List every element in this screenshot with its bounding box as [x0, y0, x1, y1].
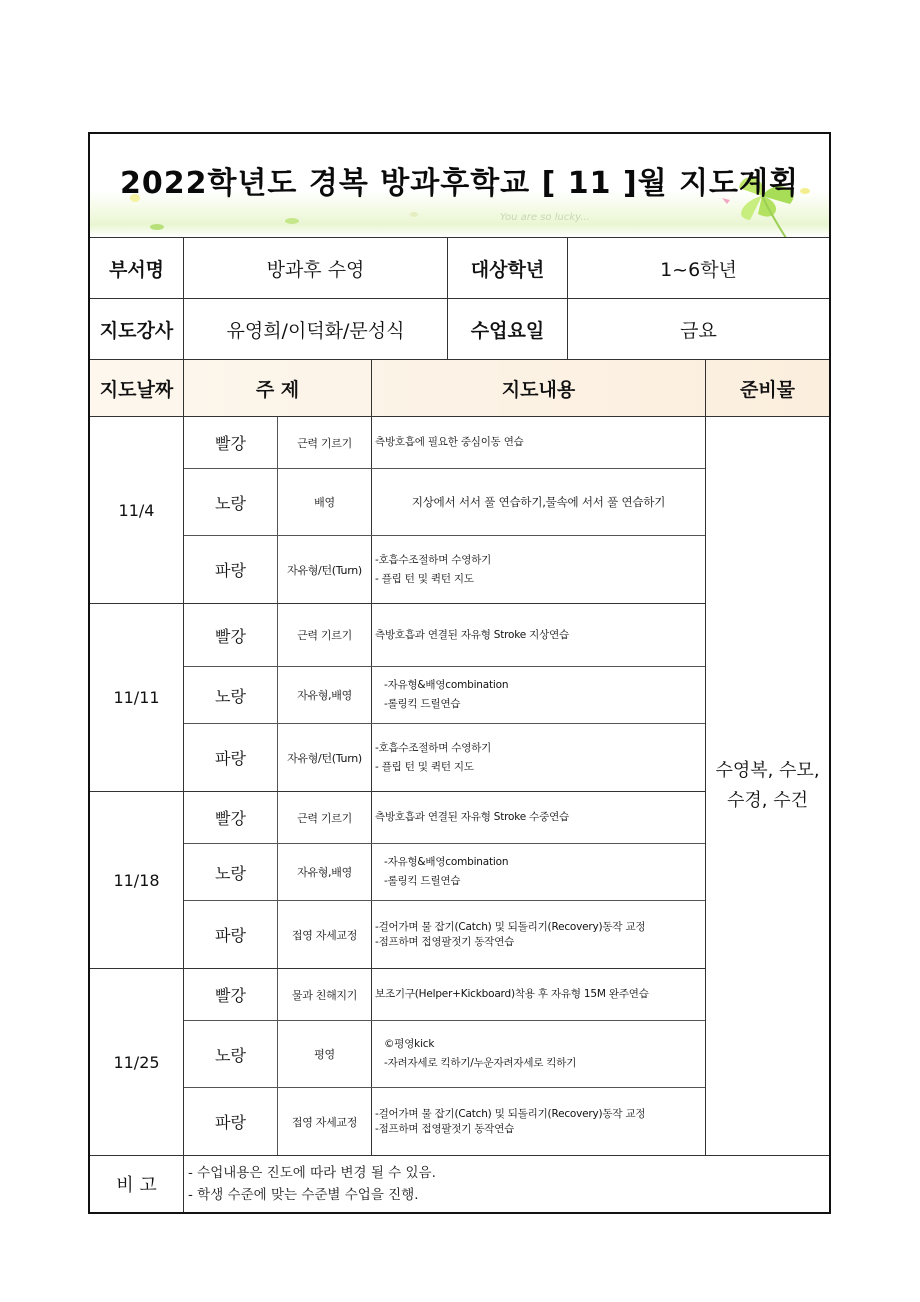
plan-document: [88, 132, 831, 1214]
grade-label: 대상학년: [448, 238, 568, 298]
lesson-content: -걸어가며 물 잡기(Catch) 및 되돌리기(Recovery)동작 교정: [375, 920, 646, 933]
lesson-topic: 접영 자세교정: [278, 1088, 372, 1155]
lesson-topic: 근력 기르기: [278, 417, 372, 468]
decoration-dot-icon: [285, 218, 299, 224]
lesson-row: [184, 469, 705, 536]
lesson-content: - 플립 턴 및 퀵턴 지도: [375, 760, 474, 773]
level-yellow: 노랑: [184, 1021, 278, 1087]
level-red: 빨강: [184, 792, 278, 843]
lesson-row: [184, 604, 705, 667]
lesson-topic: 접영 자세교정: [278, 901, 372, 968]
header-date: 지도날짜: [90, 360, 184, 416]
lesson-topic: 근력 기르기: [278, 792, 372, 843]
header-topic: 주 제: [184, 360, 372, 416]
level-yellow: 노랑: [184, 469, 278, 535]
week-date: 11/11: [90, 604, 184, 791]
level-red: 빨강: [184, 417, 278, 468]
lesson-content: -롤링킥 드릴연습: [384, 875, 461, 887]
remarks-line: - 수업내용은 진도에 따라 변경 될 수 있음.: [188, 1165, 436, 1181]
schedule-body: [90, 417, 829, 1156]
lesson-row: [184, 792, 705, 844]
lesson-content: 측방호흡과 연결된 자유형 Stroke 수중연습: [375, 811, 569, 823]
week-date: 11/4: [90, 417, 184, 603]
lesson-content: -롤링킥 드릴연습: [384, 698, 461, 710]
dept-value: 방과후 수영: [184, 238, 448, 298]
lesson-content: -호흡수조절하며 수영하기: [375, 553, 492, 566]
lesson-content: 지상에서 서서 풀 연습하기,물속에 서서 풀 연습하기: [411, 494, 666, 509]
grade-value: 1~6학년: [660, 258, 737, 281]
lesson-content: -점프하며 접영팔젓기 동작연습: [375, 1122, 515, 1135]
lesson-row: [184, 536, 705, 603]
info-row-teacher: [90, 299, 829, 360]
lesson-content: -호흡수조절하며 수영하기: [375, 741, 492, 754]
materials-cell: [706, 417, 829, 1155]
info-row-dept: [90, 238, 829, 299]
lesson-row: [184, 667, 705, 724]
week-row: [90, 792, 705, 969]
dept-label: 부서명: [90, 238, 184, 298]
lesson-row: [184, 417, 705, 469]
lesson-topic: 자유형,배영: [278, 667, 372, 723]
remarks-label: 비 고: [90, 1156, 184, 1212]
week-row: [90, 969, 705, 1155]
lesson-content: -자려자세로 킥하기/누운자려자세로 킥하기: [384, 1057, 577, 1069]
day-label: 수업요일: [448, 299, 568, 359]
level-yellow: 노랑: [184, 667, 278, 723]
level-blue: 파랑: [184, 724, 278, 791]
level-red: 빨강: [184, 969, 278, 1020]
lesson-content: 측방호흡과 연결된 자유형 Stroke 지상연습: [375, 628, 569, 641]
lesson-content: -걸어가며 물 잡기(Catch) 및 되돌리기(Recovery)동작 교정: [375, 1107, 646, 1120]
lesson-topic: 물과 친해지기: [278, 969, 372, 1020]
teacher-value: 유영희/이덕화/문성식: [184, 299, 448, 359]
materials-line: 수경, 수건: [726, 790, 808, 811]
decoration-text: You are so lucky...: [500, 212, 590, 223]
lesson-content: -점프하며 접영팔젓기 동작연습: [375, 935, 515, 948]
lesson-topic: 자유형,배영: [278, 844, 372, 900]
lesson-topic: 자유형/턴(Turn): [278, 724, 372, 791]
lesson-topic: 배영: [278, 469, 372, 535]
lesson-row: [184, 969, 705, 1021]
lesson-row: [184, 724, 705, 791]
lesson-content: - 플립 턴 및 퀵턴 지도: [375, 572, 474, 585]
page-title: 2022학년도 경복 방과후학교 [ 11 ]월 지도계획: [119, 166, 800, 201]
lesson-content: -자유형&배영combination: [384, 679, 509, 691]
week-date: 11/18: [90, 792, 184, 968]
level-red: 빨강: [184, 604, 278, 666]
title-banner: [90, 134, 829, 238]
week-date: 11/25: [90, 969, 184, 1155]
level-blue: 파랑: [184, 901, 278, 968]
header-content: 지도내용: [372, 360, 706, 416]
lesson-content: 보조기구(Helper+Kickboard)착용 후 자유형 15M 완주연습: [375, 988, 649, 1000]
lesson-row: [184, 844, 705, 901]
level-blue: 파랑: [184, 1088, 278, 1155]
level-yellow: 노랑: [184, 844, 278, 900]
lesson-content: 측방호흡에 필요한 중심이동 연습: [375, 436, 524, 448]
remarks-row: [90, 1156, 829, 1212]
lesson-row: [184, 1021, 705, 1088]
schedule-weeks: [90, 417, 706, 1155]
materials-line: 수영복, 수모,: [715, 760, 820, 781]
lesson-row: [184, 1088, 705, 1155]
decoration-dot-icon: [410, 212, 418, 217]
week-row: [90, 604, 705, 792]
teacher-label: 지도강사: [90, 299, 184, 359]
lesson-content: ©평영kick: [384, 1038, 435, 1050]
day-value: 금요: [680, 319, 717, 342]
table-header: [90, 360, 829, 417]
lesson-content: -자유형&배영combination: [384, 856, 509, 868]
lesson-topic: 근력 기르기: [278, 604, 372, 666]
lesson-topic: 자유형/턴(Turn): [278, 536, 372, 603]
header-materials: 준비물: [739, 378, 796, 401]
remarks-line: - 학생 수준에 맞는 수준별 수업을 진행.: [188, 1187, 419, 1203]
lesson-row: [184, 901, 705, 968]
level-blue: 파랑: [184, 536, 278, 603]
lesson-topic: 평영: [278, 1021, 372, 1087]
decoration-dot-icon: [150, 224, 164, 230]
week-row: [90, 417, 705, 604]
